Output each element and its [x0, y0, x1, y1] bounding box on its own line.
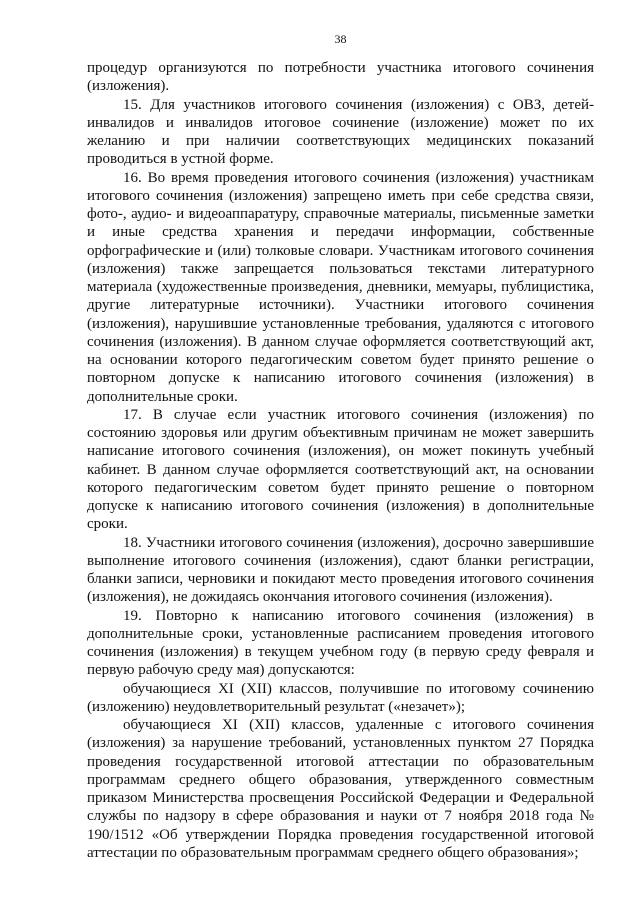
paragraph: обучающиеся XI (XII) классов, получившие по итоговому сочинению (изложению) неудовлетворительный результат («незачет»);: [87, 680, 594, 715]
paragraph: 15. Для участников итогового сочинения (изложения) с ОВЗ, детей-инвалидов и инвалидов итоговое сочинение (изложение) может по их желанию и при наличии соответствующих медицинских показаний проводиться в устной форме.: [87, 96, 594, 168]
page-number: 38: [334, 32, 347, 46]
paragraph: 19. Повторно к написанию итогового сочинения (изложения) в дополнительные сроки, установленные расписанием проведения итогового сочинения (изложения) в текущем учебном году (в первую среду февраля и первую рабочую среду мая) допускаются:: [87, 607, 594, 679]
paragraph: 16. Во время проведения итогового сочинения (изложения) участникам итогового сочинения (изложения) запрещено иметь при себе средства связи, фото-, аудио- и видеоаппаратуру, справочные материалы, письменные заметки и иные средства хранения и передачи информации, собственные орфографические и (или) толковые словари. Участникам итогового сочинения (изложения) также запрещается пользоваться текстами литературного материала (художественные произведения, дневники, мемуары, публицистика, другие литературные источники). Участники итогового сочинения (изложения), нарушившие установленные требования, удаляются с итогового сочинения (изложения). В данном случае оформляется соответствующий акт, на основании которого педагогическим советом будет принято решение о повторном допуске к написанию итогового сочинения (изложения) в дополнительные сроки.: [87, 169, 594, 405]
paragraph: 17. В случае если участник итогового сочинения (изложения) по состоянию здоровья или другим объективным причинам не может завершить написание итогового сочинения (изложения), он может покинуть учебный кабинет. В данном случае оформляется соответствующий акт, на основании которого педагогическим советом будет принято решение о повторном допуске к написанию итогового сочинения (изложения) в дополнительные сроки.: [87, 406, 594, 533]
document-body: [87, 59, 594, 862]
paragraph: 18. Участники итогового сочинения (изложения), досрочно завершившие выполнение итогового сочинения (изложения), сдают бланки регистрации, бланки записи, черновики и покидают место проведения итогового сочинения (изложения), не дожидаясь окончания итогового сочинения (изложения).: [87, 534, 594, 606]
paragraph: обучающиеся XI (XII) классов, удаленные с итогового сочинения (изложения) за нарушение требований, установленных пунктом 27 Порядка проведения государственной итоговой аттестации по образовательным программам среднего общего образования, утвержденного совместным приказом Министерства просвещения Российской Федерации и Федеральной службы по надзору в сфере образования и науки от 7 ноября 2018 года № 190/1512 «Об утверждении Порядка проведения государственной итоговой аттестации по образовательным программам среднего общего образования»;: [87, 717, 594, 861]
paragraph: процедур организуются по потребности участника итогового сочинения (изложения).: [87, 60, 594, 95]
